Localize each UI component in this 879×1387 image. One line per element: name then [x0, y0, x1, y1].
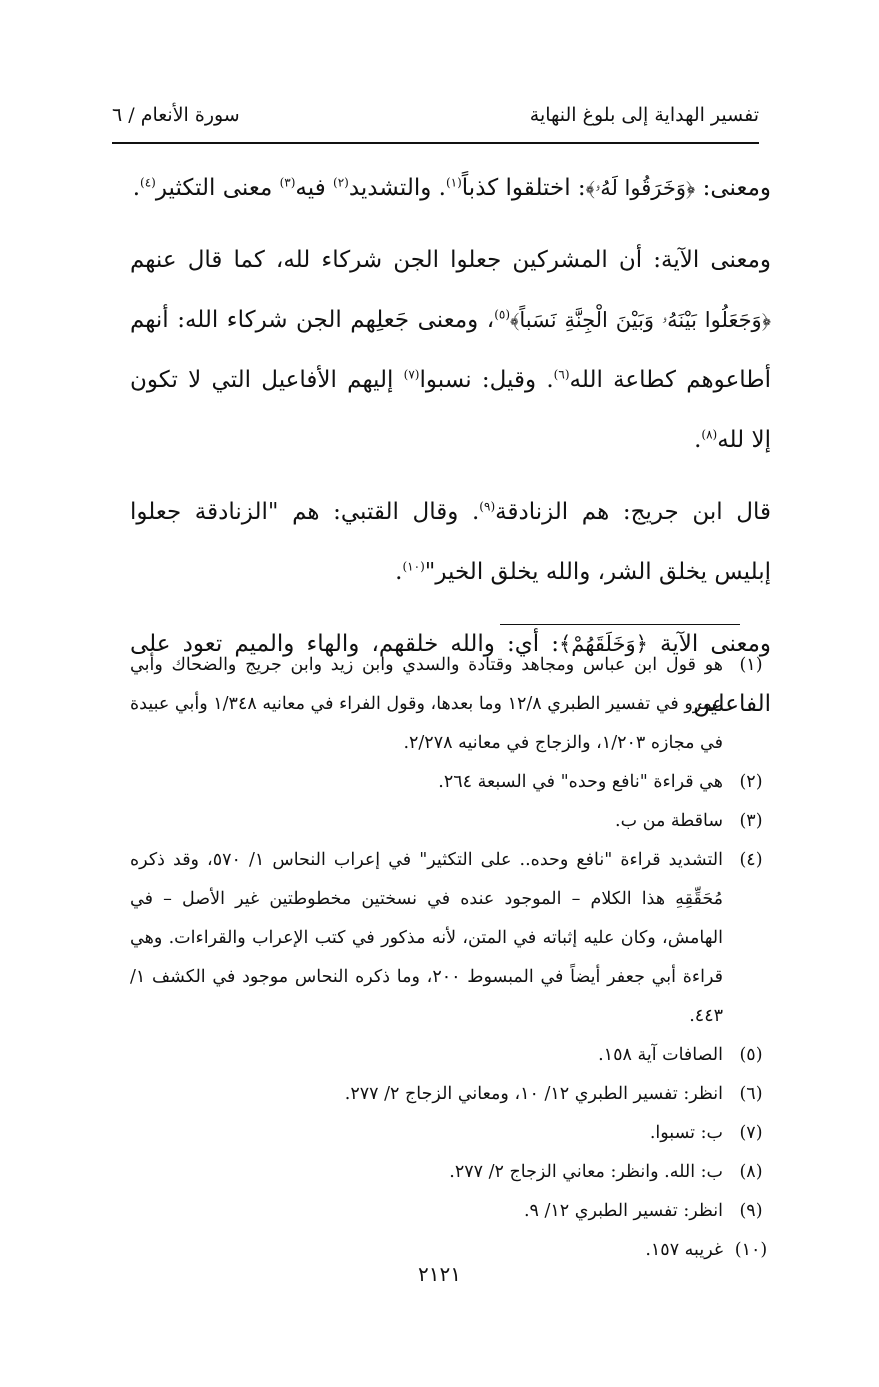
footnote-number: (٢): [739, 772, 763, 792]
quran-quote: ﴿وَجَعَلُوا بَيْنَهُۥ وَبَيْنَ الْجِنَّةِ نَسَباً﴾: [510, 308, 772, 332]
footnote-ref-4: (٤): [140, 175, 156, 190]
footnote-text: انظر: تفسير الطبري ١٢/ ٩.: [523, 1201, 723, 1221]
paragraph-4: ومعنى الآية ﴿وَخَلَقَهُمْ﴾: أي: والله خلقهم، والهاء والميم تعود على الفاعلين: [130, 631, 771, 717]
book-title: تفسير الهداية إلى بلوغ النهاية: [529, 104, 759, 126]
footnote-number: (٦): [739, 1084, 763, 1104]
quran-quote: ﴿وَخَلَقَهُمْ﴾: [558, 632, 648, 656]
running-header: [112, 104, 759, 126]
surah-label: سورة الأنعام / ٦: [112, 104, 240, 126]
footnote-number: (٨): [739, 1162, 763, 1182]
paragraph-3: قال ابن جريج: هم الزنادقة$^{(٩)}$. وقال القتبي: هم "الزنادقة جعلوا إبليس يخلق الشر، والله يخلق الخير"$^{(١٠)}$.: [130, 499, 771, 585]
footnote-text: هو قول ابن عباس ومجاهد وقتادة والسدي وابن زيد وابن جريج والضحاك وأبي عمرو في تفسير الطبري ١٢/٨ وما بعدها، وقول الفراء في معانيه ١/٣٤٨ وأبي عبيدة في مجازه ١/٢٠٣، والزجاج في معانيه ٢/٢٧٨.: [129, 655, 723, 753]
footnote-number: (١): [739, 655, 763, 675]
footnotes: [130, 646, 779, 1270]
footnote-item: [130, 1075, 779, 1114]
footnote-number: (٣): [739, 811, 763, 831]
footnote-text: هي قراءة "نافع وحده" في السبعة ٢٦٤.: [438, 772, 723, 792]
footnote-text: التشديد قراءة "نافع وحده.. على التكثير" في إعراب النحاس ١/ ٥٧٠، وقد ذكره مُحَقِّقِهِ هذا الكلام – الموجود عنده في نسختين مخطوطتين غير الأصل – في الهامش، وكان عليه إثباته في المتن، لأنه مذكور في كتب الإعراب والقراءات. وهي قراءة أبي جعفر أيضاً في المبسوط ٢٠٠، وما ذكره النحاس موجود في الكشف ١/ ٤٤٣.: [130, 850, 723, 1026]
footnote-item: [130, 1114, 779, 1153]
footnote-ref-10: (١٠): [402, 559, 425, 574]
footnote-ref-9: (٩): [479, 499, 496, 514]
footnote-number: (١٠): [734, 1240, 768, 1260]
footnote-ref-6: (٦): [553, 367, 570, 382]
quran-quote: ﴿وَخَرَقُوا لَهُۥ﴾: [585, 176, 696, 200]
footnote-item: [130, 802, 779, 841]
footnote-text: غريبه ١٥٧.: [645, 1240, 723, 1260]
footnote-item: [130, 841, 779, 1036]
footnote-ref-8: (٨): [701, 427, 718, 442]
footnote-item: [130, 1153, 779, 1192]
page-number: ٢١٢١: [418, 1262, 461, 1286]
footnote-text: ب: تسبوا.: [649, 1123, 723, 1143]
footnote-number: (٥): [739, 1045, 763, 1065]
footnote-text: انظر: تفسير الطبري ١٢/ ١٠، ومعاني الزجاج ٢/ ٢٧٧.: [344, 1084, 723, 1104]
footnote-ref-1: (١): [445, 175, 462, 190]
paragraph-1: ومعنى: ﴿وَخَرَقُوا لَهُۥ﴾: اختلقوا كذباً$^{(١)}$. والتشديد$^{(٢)}$ فيه$^{(٣)}$ معنى التكثير$^{(٤)}$.: [132, 175, 771, 201]
footnote-text: ساقطة من ب.: [615, 811, 723, 831]
footnote-ref-7: (٧): [403, 367, 420, 382]
footnote-ref-5: (٥): [494, 307, 511, 322]
footnote-text: الصافات آية ١٥٨.: [598, 1045, 723, 1065]
footnote-item: [130, 1192, 779, 1231]
footnote-ref-2: (٢): [333, 175, 349, 190]
footnote-number: (٧): [739, 1123, 763, 1143]
footnote-item: [130, 763, 779, 802]
header-rule: [112, 142, 759, 144]
footnote-text: ب: الله. وانظر: معاني الزجاج ٢/ ٢٧٧.: [449, 1162, 723, 1182]
footnote-number: (٤): [739, 850, 763, 870]
footnote-number: (٩): [739, 1201, 763, 1221]
footnote-ref-3: (٣): [279, 175, 296, 190]
footnote-item: [130, 646, 779, 763]
footnote-item: [130, 1036, 779, 1075]
footnote-separator: [500, 624, 740, 625]
paragraph-2: ومعنى الآية: أن المشركين جعلوا الجن شركاء لله، كما قال عنهم ﴿وَجَعَلُوا بَيْنَهُۥ وَبَيْنَ الْجِنَّةِ نَسَباً﴾$^{(٥)}$، ومعنى جَعلِهم الجن شركاء الله: أنهم أطاعوهم كطاعة الله$^{(٦)}$. وقيل: نسبوا$^{(٧)}$ إليهم الأفاعيل التي لا تكون إلا لله$^{(٨)}$.: [130, 247, 772, 453]
